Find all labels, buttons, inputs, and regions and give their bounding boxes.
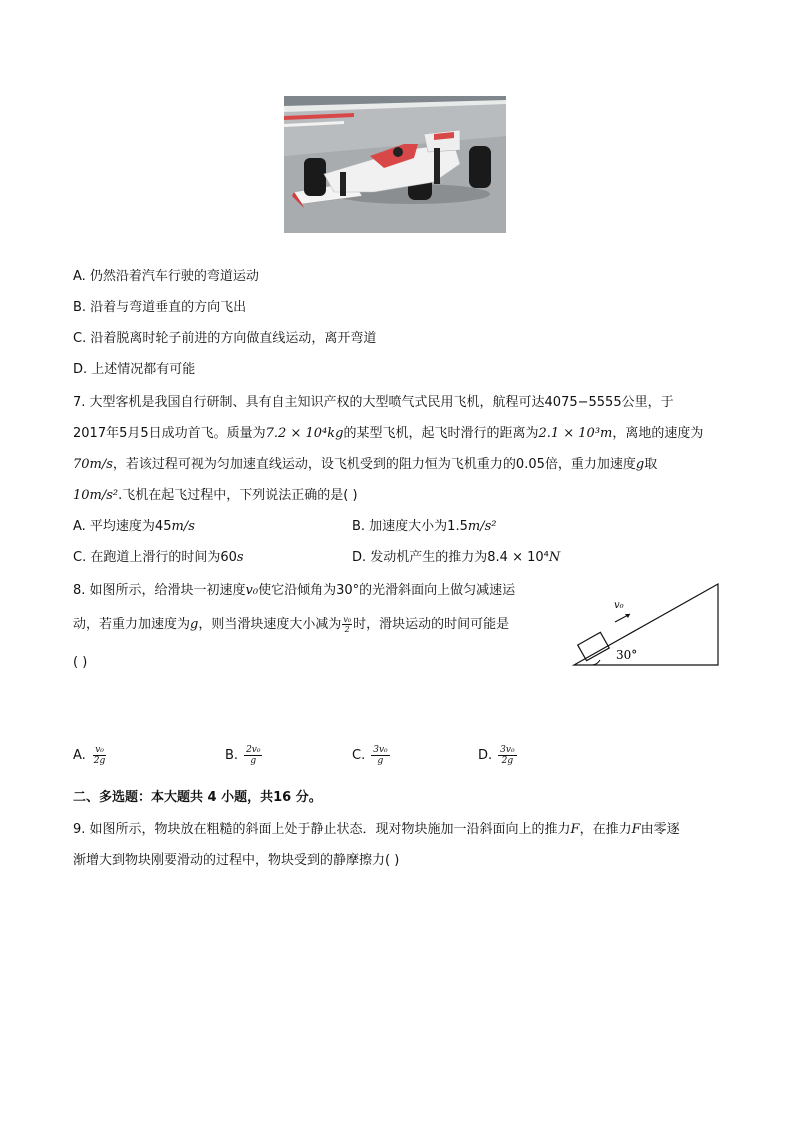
q7-option-a-unit: m/s	[171, 519, 195, 534]
q9-line-2: 渐增大到物块刚要滑动的过程中，物块受到的静摩擦力( )	[73, 853, 400, 868]
q7-option-d-text: D. 发动机产生的推力为8.4 × 10⁴	[352, 550, 549, 565]
q8-text-2a: 动，若重力加速度为	[73, 617, 191, 632]
q7-line-4	[73, 487, 358, 505]
q8-v0: v₀	[245, 583, 259, 598]
q8-option-a-label: A.	[73, 748, 86, 763]
q7-option-c-text: C. 在跑道上滑行的时间为60	[73, 550, 237, 565]
q8-line-1	[73, 582, 515, 600]
q8-half-v0-fraction	[342, 615, 352, 634]
q8-text-2c: 时，滑块运动的时间可能是	[353, 617, 510, 632]
q7-text-4a: .飞机在起飞过程中，下列说法正确的是( )	[118, 488, 358, 503]
q6-option-b: B. 沿着与弯道垂直的方向飞出	[73, 300, 247, 315]
sliding-block	[578, 632, 609, 660]
q7-option-b	[352, 518, 496, 536]
q7-option-d-unit: N	[548, 550, 561, 565]
q8-option-b-num: 2v₀	[246, 745, 261, 755]
q7-gravity: 10m/s²	[73, 488, 119, 503]
angle-label: 30°	[616, 648, 638, 662]
q7-option-c	[73, 549, 244, 567]
q7-text-2b: 的某型飞机，起飞时滑行的距离为	[343, 426, 539, 441]
q9-text-1c: 由零逐	[640, 822, 680, 837]
q8-option-c-den: g	[377, 756, 384, 766]
q8-fraction-denominator: 2	[344, 625, 350, 634]
q8-option-b-fraction	[244, 745, 262, 766]
q9-text-1b: ，在推力	[579, 822, 632, 837]
q8-option-c-fraction	[371, 745, 389, 766]
q7-speed: 70m/s	[73, 457, 113, 472]
q7-text-2a: 2017年5月5日成功首飞。质量为	[73, 426, 266, 441]
q8-option-a-num: v₀	[95, 745, 104, 755]
q8-option-d-fraction	[498, 745, 516, 766]
q8-text-2b: ，则当滑块速度大小减为	[198, 617, 342, 632]
q8-option-c-num: 3v₀	[373, 745, 388, 755]
q7-option-b-unit: m/s²	[467, 519, 497, 534]
q7-line-1	[73, 394, 674, 412]
q6-option-a: A. 仍然沿着汽车行驶的弯道运动	[73, 269, 259, 284]
q9-line-1	[73, 821, 680, 839]
race-car-photo	[284, 96, 506, 233]
velocity-label: v₀	[614, 600, 624, 611]
q8-g: g	[190, 617, 199, 632]
q7-option-b-text: B. 加速度大小为1.5	[352, 519, 468, 534]
q8-text-1a: 8. 如图所示，给滑块一初速度	[73, 583, 246, 598]
q8-fraction-numerator: v₀	[343, 615, 352, 624]
q7-option-a	[73, 518, 195, 536]
q7-text-2c: ，离地的速度为	[612, 426, 704, 441]
q7-line-2	[73, 425, 703, 443]
incline-triangle	[574, 584, 718, 665]
q7-option-d	[352, 549, 560, 567]
q8-line-2	[73, 615, 509, 634]
q7-line-3	[73, 456, 657, 474]
q7-option-c-unit: s	[236, 550, 244, 565]
q7-distance: 2.1 × 10³m	[538, 426, 613, 441]
q6-option-c: C. 沿着脱离时轮子前进的方向做直线运动，离开弯道	[73, 331, 377, 346]
q9-force: F	[570, 822, 580, 837]
q8-option-b-label: B.	[225, 748, 239, 763]
q7-g: g	[635, 457, 645, 472]
incline-diagram	[570, 582, 722, 668]
q7-text-3b: 取	[644, 457, 658, 472]
q8-option-d	[478, 745, 517, 766]
q7-text-1: 7. 大型客机是我国自行研制、具有自主知识产权的大型喷气式民用飞机，航程可达4075−5555公里，于	[73, 395, 674, 410]
q8-option-d-den: 2g	[501, 756, 514, 766]
section-2-heading: 二、多选题：本大题共 4 小题，共16 分。	[73, 790, 322, 805]
q7-option-a-text: A. 平均速度为45	[73, 519, 172, 534]
q9-force-2: F	[631, 822, 641, 837]
q8-option-a	[73, 745, 107, 766]
q8-option-d-label: D.	[478, 748, 493, 763]
angle-arc	[592, 660, 600, 665]
q8-option-c	[352, 745, 390, 766]
q7-mass: 7.2 × 10⁴kg	[265, 426, 344, 441]
q8-text-1b: 使它沿倾角为30°的光滑斜面向上做匀减速运	[258, 583, 516, 598]
q8-option-a-den: 2g	[93, 756, 106, 766]
q7-text-3a: ，若该过程可视为匀加速直线运动，设飞机受到的阻力恒为飞机重力的0.05倍，重力加速度	[112, 457, 636, 472]
q8-option-b	[225, 745, 262, 766]
q8-line-3: ( )	[73, 655, 88, 670]
q8-option-d-num: 3v₀	[500, 745, 515, 755]
q9-text-1a: 9. 如图所示，物块放在粗糙的斜面上处于静止状态．现对物块施加一沿斜面向上的推力	[73, 822, 571, 837]
q6-option-d: D. 上述情况都有可能	[73, 362, 196, 377]
race-car-illustration	[284, 96, 506, 233]
q8-option-b-den: g	[250, 756, 257, 766]
q8-option-c-label: C.	[352, 748, 366, 763]
q8-option-a-fraction	[92, 745, 108, 766]
